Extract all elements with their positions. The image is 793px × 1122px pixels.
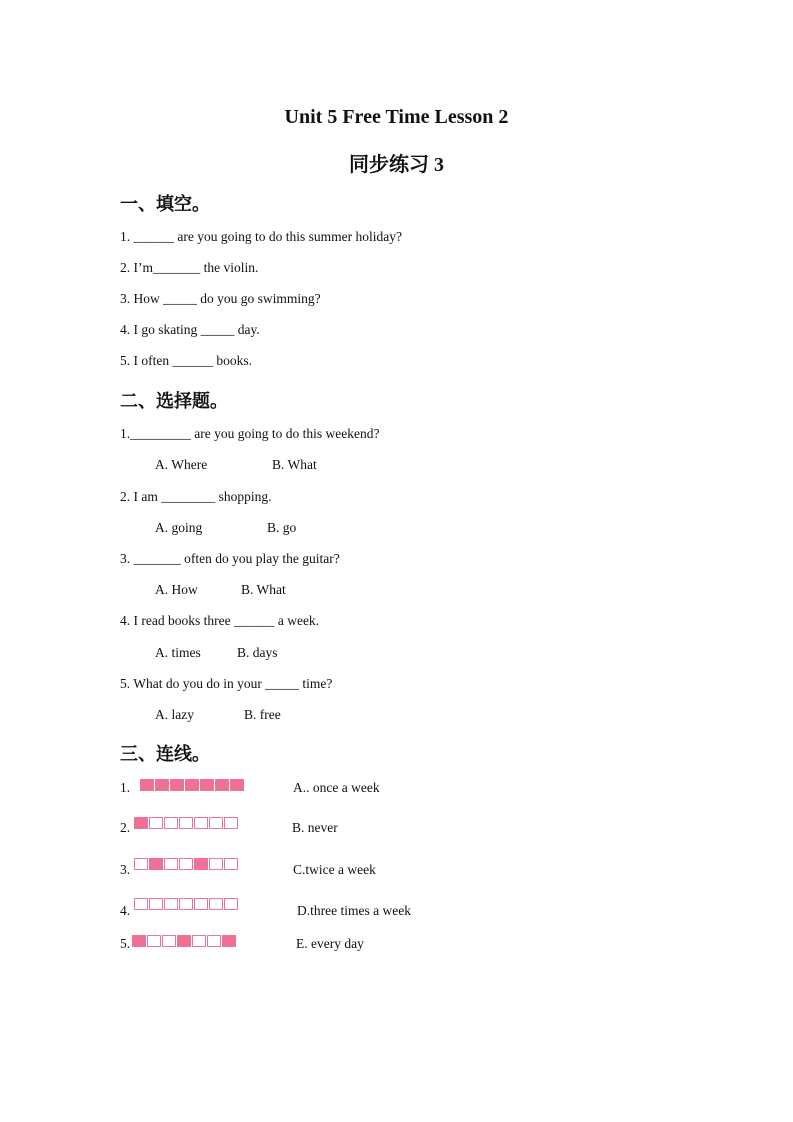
week-calendar-2 bbox=[134, 817, 239, 829]
choice-option-b: B. What bbox=[272, 457, 317, 472]
match-number: 2. bbox=[120, 820, 131, 835]
calendar-cell-filled bbox=[155, 779, 169, 791]
choice-question: 2. I am ________ shopping. bbox=[120, 489, 272, 504]
calendar-cell-empty bbox=[149, 817, 163, 829]
calendar-cell-empty bbox=[164, 817, 178, 829]
match-answer: C.twice a week bbox=[293, 862, 376, 877]
fill-blank-item: 5. I often ______ books. bbox=[120, 353, 252, 368]
calendar-cell-empty bbox=[209, 817, 223, 829]
calendar-cell-empty bbox=[134, 858, 148, 870]
calendar-cell-empty bbox=[134, 898, 148, 910]
week-calendar-5 bbox=[132, 935, 237, 947]
calendar-cell-empty bbox=[164, 858, 178, 870]
fill-blank-item: 3. How _____ do you go swimming? bbox=[120, 291, 321, 306]
calendar-cell-empty bbox=[192, 935, 206, 947]
match-number: 4. bbox=[120, 903, 131, 918]
choice-option-a: A. times bbox=[155, 645, 201, 660]
calendar-cell-filled bbox=[215, 779, 229, 791]
match-answer: A.. once a week bbox=[293, 780, 380, 795]
choice-option-a: A. lazy bbox=[155, 707, 194, 722]
choice-question: 1._________ are you going to do this weekend? bbox=[120, 426, 380, 441]
choice-option-a: A. Where bbox=[155, 457, 208, 472]
section-1-heading: 一、填空。 bbox=[120, 194, 210, 215]
page-subtitle: 同步练习 3 bbox=[349, 154, 444, 176]
calendar-cell-empty bbox=[207, 935, 221, 947]
calendar-cell-filled bbox=[134, 817, 148, 829]
choice-option-b: B. free bbox=[244, 707, 281, 722]
choice-question: 4. I read books three ______ a week. bbox=[120, 613, 320, 628]
calendar-cell-empty bbox=[164, 898, 178, 910]
choice-question: 3. _______ often do you play the guitar? bbox=[120, 551, 340, 566]
calendar-cell-empty bbox=[179, 858, 193, 870]
calendar-cell-filled bbox=[132, 935, 146, 947]
calendar-cell-filled bbox=[185, 779, 199, 791]
calendar-cell-filled bbox=[194, 858, 208, 870]
calendar-cell-empty bbox=[194, 817, 208, 829]
calendar-cell-empty bbox=[224, 858, 238, 870]
calendar-cell-empty bbox=[194, 898, 208, 910]
calendar-cell-filled bbox=[170, 779, 184, 791]
match-number: 5. bbox=[120, 936, 131, 951]
match-answer: B. never bbox=[292, 820, 338, 835]
choice-question: 5. What do you do in your _____ time? bbox=[120, 676, 333, 691]
match-number: 1. bbox=[120, 780, 131, 795]
calendar-cell-empty bbox=[209, 858, 223, 870]
section-2-heading: 二、选择题。 bbox=[120, 391, 228, 412]
calendar-cell-empty bbox=[162, 935, 176, 947]
calendar-cell-empty bbox=[224, 817, 238, 829]
match-number: 3. bbox=[120, 862, 131, 877]
calendar-cell-filled bbox=[140, 779, 154, 791]
match-answer: E. every day bbox=[296, 936, 364, 951]
page-title: Unit 5 Free Time Lesson 2 bbox=[284, 106, 509, 128]
calendar-cell-filled bbox=[200, 779, 214, 791]
calendar-cell-filled bbox=[222, 935, 236, 947]
calendar-cell-empty bbox=[179, 817, 193, 829]
calendar-cell-empty bbox=[149, 898, 163, 910]
choice-option-b: B. What bbox=[241, 582, 286, 597]
calendar-cell-filled bbox=[177, 935, 191, 947]
fill-blank-item: 2. I’m_______ the violin. bbox=[120, 260, 259, 275]
choice-option-b: B. days bbox=[237, 645, 278, 660]
calendar-cell-filled bbox=[149, 858, 163, 870]
calendar-cell-empty bbox=[179, 898, 193, 910]
calendar-cell-filled bbox=[230, 779, 244, 791]
choice-option-a: A. going bbox=[155, 520, 203, 535]
match-answer: D.three times a week bbox=[297, 903, 411, 918]
choice-option-b: B. go bbox=[267, 520, 297, 535]
week-calendar-4 bbox=[134, 898, 239, 910]
week-calendar-3 bbox=[134, 858, 239, 870]
fill-blank-item: 1. ______ are you going to do this summer holiday? bbox=[120, 229, 402, 244]
fill-blank-item: 4. I go skating _____ day. bbox=[120, 322, 260, 337]
calendar-cell-empty bbox=[209, 898, 223, 910]
choice-option-a: A. How bbox=[155, 582, 198, 597]
calendar-cell-empty bbox=[224, 898, 238, 910]
section-3-heading: 三、连线。 bbox=[120, 744, 210, 765]
week-calendar-1 bbox=[140, 779, 245, 791]
calendar-cell-empty bbox=[147, 935, 161, 947]
